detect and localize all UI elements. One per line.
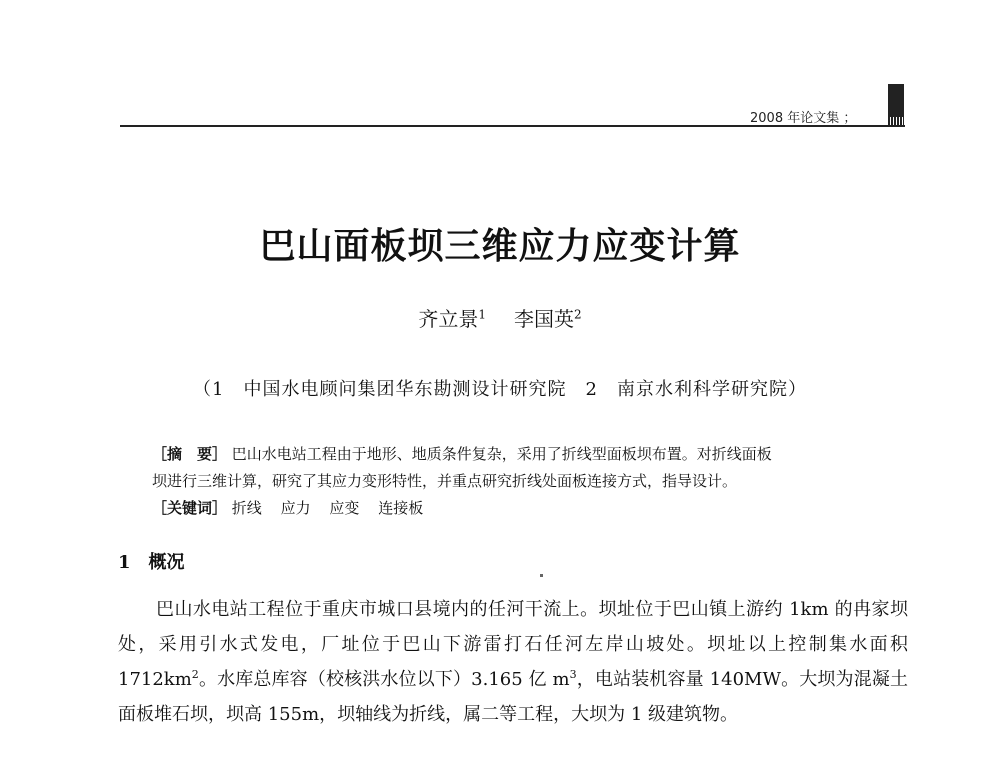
section-number: 1 [118, 552, 131, 573]
author-2-sup: 2 [574, 307, 582, 322]
header-mark [888, 84, 904, 124]
keyword: 应力 [280, 499, 311, 517]
dot-mark [540, 574, 543, 577]
body-sup-1: 2 [191, 668, 199, 681]
section-title: 概况 [148, 552, 185, 573]
keywords-line [152, 495, 872, 522]
authors [0, 303, 1000, 332]
abstract-block [152, 441, 872, 522]
section-heading [118, 548, 185, 574]
keyword: 连接板 [378, 499, 424, 517]
keywords-label: ［关键词］ [152, 499, 228, 517]
author-1-name: 齐立景 [418, 307, 479, 331]
author-1-sup: 1 [478, 307, 486, 322]
paper-title: 巴山面板坝三维应力应变计算 [259, 225, 741, 267]
author-2-name: 李国英 [514, 307, 574, 331]
body-sup-2: 3 [569, 668, 577, 681]
affiliation: （1 中国水电顾问集团华东勘测设计研究院 2 南京水利科学研究院） [193, 379, 807, 400]
body-text-a: 巴山水电站工程位于重庆市城口县境内的任河干流上。坝址位于巴山镇上游约 1km 的冉家坝处，采用引水式发电，厂址位于巴山下游雷打石任河左岸山坡处。坝址以上控制集水面积 1712km [118, 599, 908, 690]
abstract-line-2: 坝进行三维计算，研究了其应力变形特性，并重点研究折线处面板连接方式，指导设计。 [152, 472, 738, 490]
abstract-text-1: 巴山水电站工程由于地形、地质条件复杂，采用了折线型面板坝布置。对折线面板 [231, 445, 772, 463]
keyword: 应变 [329, 499, 360, 517]
header-rule [120, 125, 905, 127]
body-text-c: ，电站装机容量 140MW。大坝为混凝土面板堆石坝，坝高 155m，坝轴线为折线，属二等工程，大坝为 1 级建筑物。 [118, 669, 908, 725]
abstract-line-1 [152, 441, 872, 468]
header-text: 2008 年论文集 ； [750, 111, 857, 126]
body-paragraph [118, 592, 908, 732]
keyword: 折线 [231, 499, 262, 517]
abstract-label: ［摘 要］ [152, 445, 228, 463]
body-text-b: 。水库总库容（校核洪水位以下）3.165 亿 m [198, 669, 570, 690]
